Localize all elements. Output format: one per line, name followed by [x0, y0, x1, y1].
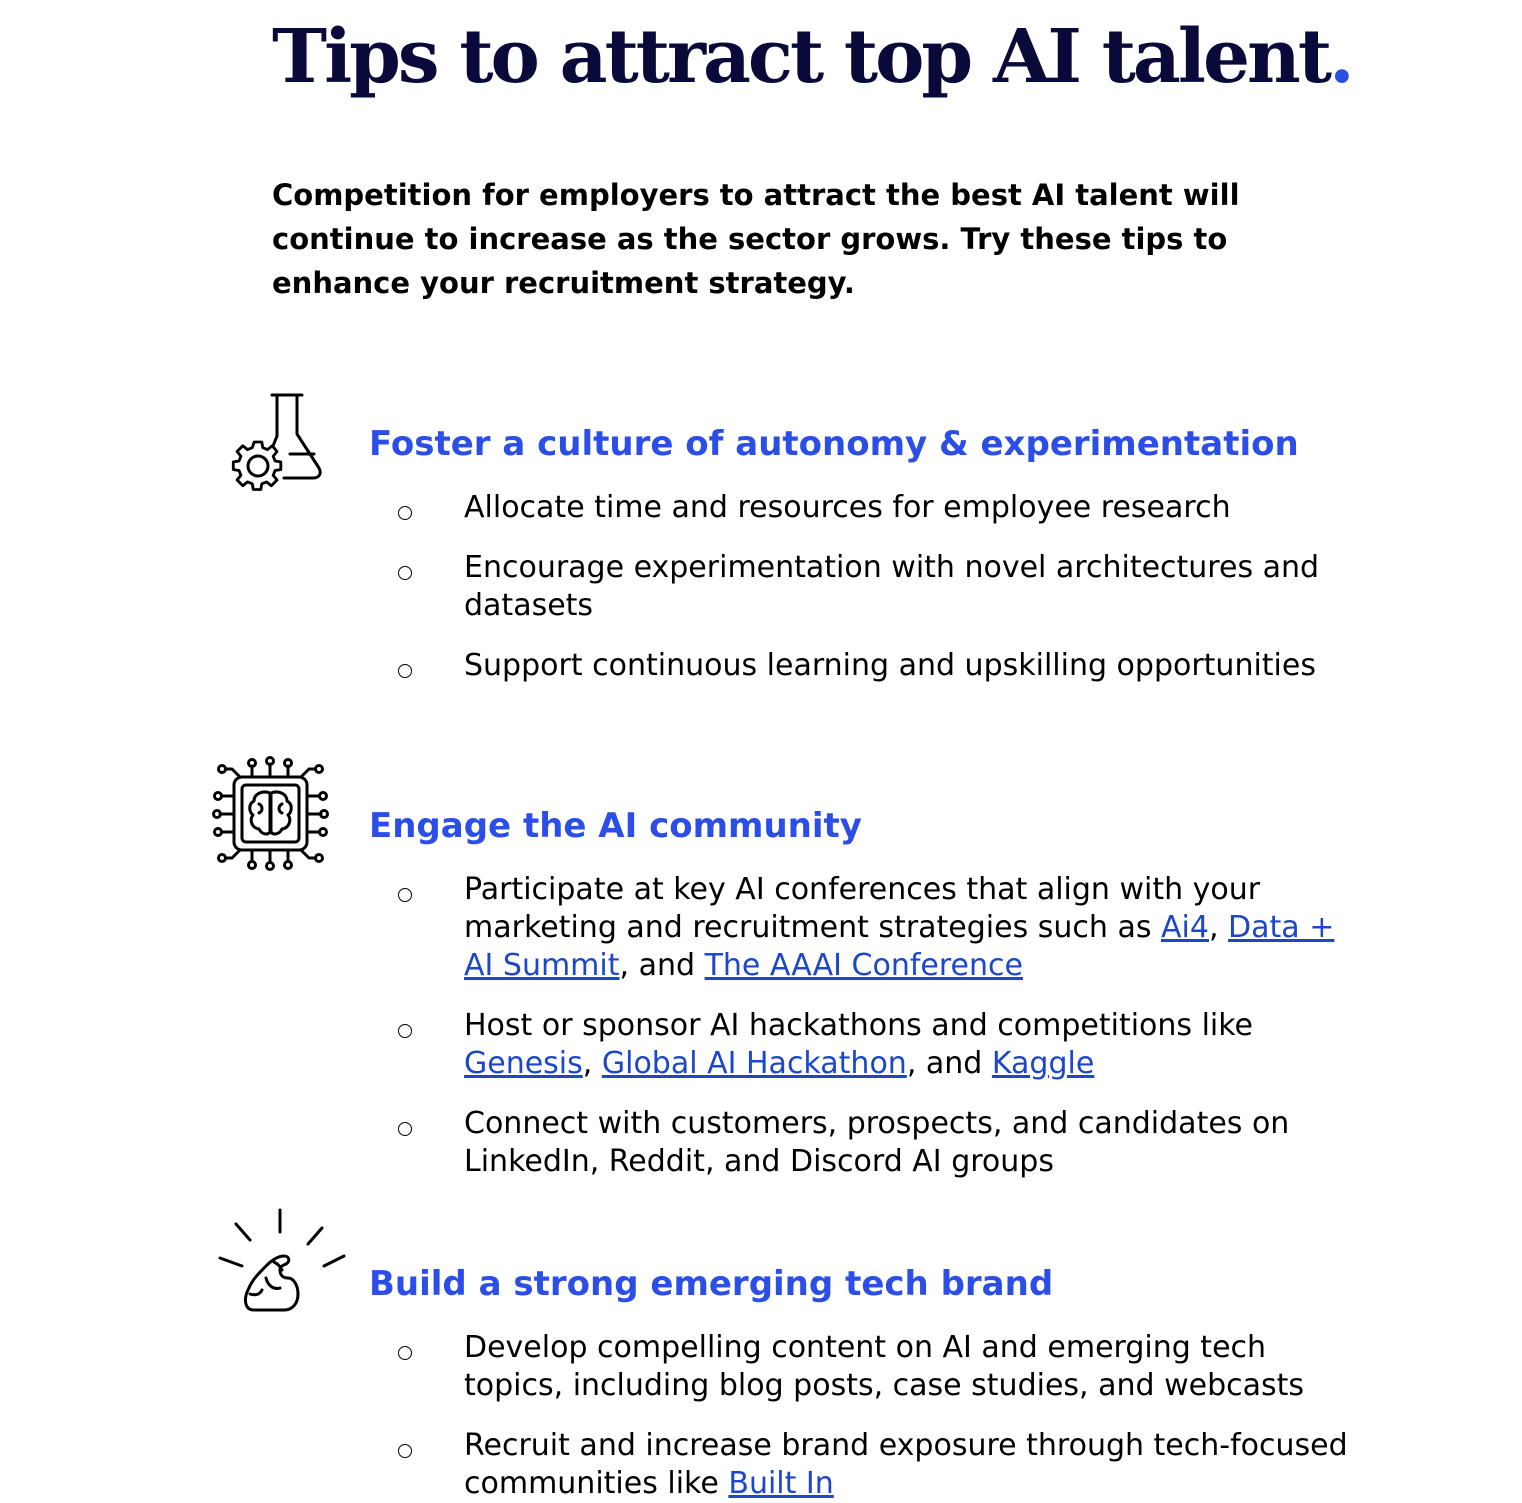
list-item-text: [464, 1007, 1368, 1083]
list-separator: , and: [906, 1046, 992, 1081]
title-accent-dot: .: [1329, 14, 1352, 100]
link-built-in[interactable]: Built In: [728, 1466, 834, 1501]
brain-chip-icon: [212, 756, 330, 872]
list-item-text: [464, 1427, 1368, 1503]
list-separator: , and: [619, 948, 705, 983]
list-item-text: Connect with customers, prospects, and candidates on LinkedIn, Reddit, and Discord AI groups: [464, 1106, 1290, 1179]
link-kaggle[interactable]: Kaggle: [991, 1046, 1095, 1081]
section-heading-autonomy: Foster a culture of autonomy & experimentation: [369, 424, 1299, 464]
title-text: Tips to attract top AI talent: [272, 14, 1330, 100]
section-heading-community: Engage the AI community: [369, 806, 862, 846]
hollow-bullet-icon: [398, 888, 412, 902]
hollow-bullet-icon: [398, 1024, 412, 1038]
list-separator: ,: [1208, 910, 1229, 945]
hollow-bullet-icon: [398, 1122, 412, 1136]
list-item-text: Develop compelling content on AI and emerging tech topics, including blog posts, case studies, and webcasts: [464, 1330, 1305, 1403]
gear-flask-icon: [226, 390, 326, 496]
link-genesis[interactable]: Genesis: [464, 1046, 583, 1081]
list-item-text-lead: Host or sponsor AI hackathons and competitions like: [464, 1008, 1254, 1043]
link-data-ai-summit[interactable]: Data + AI Summit: [464, 910, 1335, 983]
hollow-bullet-icon: [398, 1444, 412, 1458]
hollow-bullet-icon: [398, 566, 412, 580]
hollow-bullet-icon: [398, 1346, 412, 1360]
link-ai4[interactable]: Ai4: [1161, 910, 1209, 945]
intro-paragraph: Competition for employers to attract the best AI talent will continue to increase as the sector grows. Try these tips to enhance your recruitment strategy.: [272, 178, 1240, 300]
hollow-bullet-icon: [398, 506, 412, 520]
link-aaai-conference[interactable]: The AAAI Conference: [704, 948, 1023, 983]
page-title: [272, 12, 1352, 102]
list-item-text: Allocate time and resources for employee research: [464, 490, 1231, 525]
list-item-text: Encourage experimentation with novel architectures and datasets: [464, 550, 1320, 623]
list-item-text-lead: Recruit and increase brand exposure through tech-focused communities like: [464, 1428, 1348, 1501]
hollow-bullet-icon: [398, 664, 412, 678]
flexed-arm-icon: [214, 1206, 348, 1318]
link-global-ai-hackathon[interactable]: Global AI Hackathon: [601, 1046, 907, 1081]
list-item-text: [464, 871, 1368, 985]
section-heading-brand: Build a strong emerging tech brand: [369, 1264, 1054, 1304]
list-item-text: Support continuous learning and upskilling opportunities: [464, 648, 1316, 683]
list-separator: ,: [582, 1046, 602, 1081]
list-item-text-lead: Participate at key AI conferences that align with your marketing and recruitment strategies such as: [464, 872, 1261, 945]
